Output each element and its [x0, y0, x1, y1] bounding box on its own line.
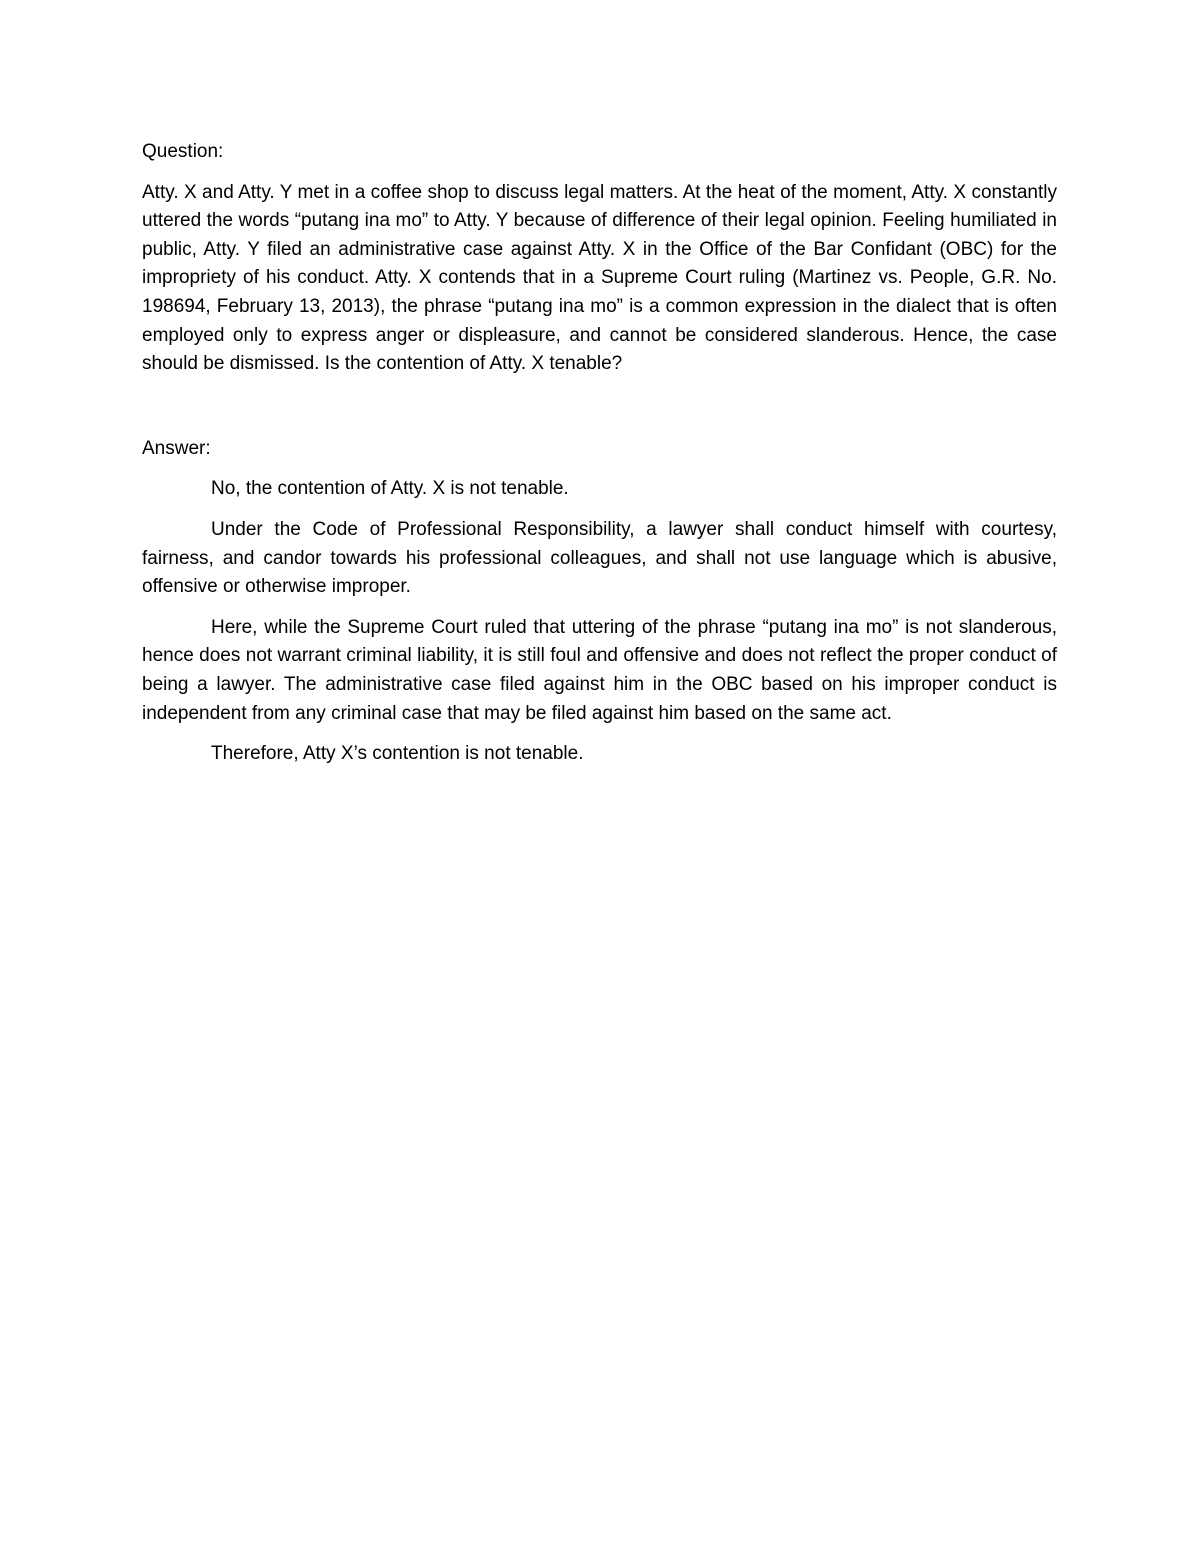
answer-paragraph: Under the Code of Professional Responsibility, a lawyer shall conduct himself with courtesy, fairness, and candor towards his professional colleagues, and shall not use language which is abusive, offensive or otherwise improper.: [142, 518, 1057, 598]
answer-paragraph: Therefore, Atty X’s contention is not tenable.: [211, 743, 584, 765]
question-text: Atty. X and Atty. Y met in a coffee shop to discuss legal matters. At the heat of the moment, Atty. X constantly uttered the words “putang ina mo” to Atty. Y because of difference of their legal opinion. Feeling humiliated in public, Atty. Y filed an administrative case against Atty. X in the Office of the Bar Confidant (OBC) for the impropriety of his conduct. Atty. X contends that in a Supreme Court ruling (Martinez vs. People, G.R. No. 198694, February 13, 2013), the phrase “putang ina mo” is a common expression in the dialect that is often employed only to express anger or displeasure, and cannot be considered slanderous. Hence, the case should be dismissed. Is the contention of Atty. X tenable?: [142, 181, 1057, 375]
answer-paragraph: No, the contention of Atty. X is not tenable.: [211, 478, 569, 500]
document-content: [142, 138, 1057, 781]
answer-label: Answer:: [142, 437, 211, 459]
answer-paragraph: Here, while the Supreme Court ruled that uttering of the phrase “putang ina mo” is not slanderous, hence does not warrant criminal liability, it is still foul and offensive and does not reflect the proper conduct of being a lawyer. The administrative case filed against him in the OBC based on his improper conduct is independent from any criminal case that may be filed against him based on the same act.: [142, 616, 1057, 724]
question-label: Question:: [142, 141, 224, 162]
